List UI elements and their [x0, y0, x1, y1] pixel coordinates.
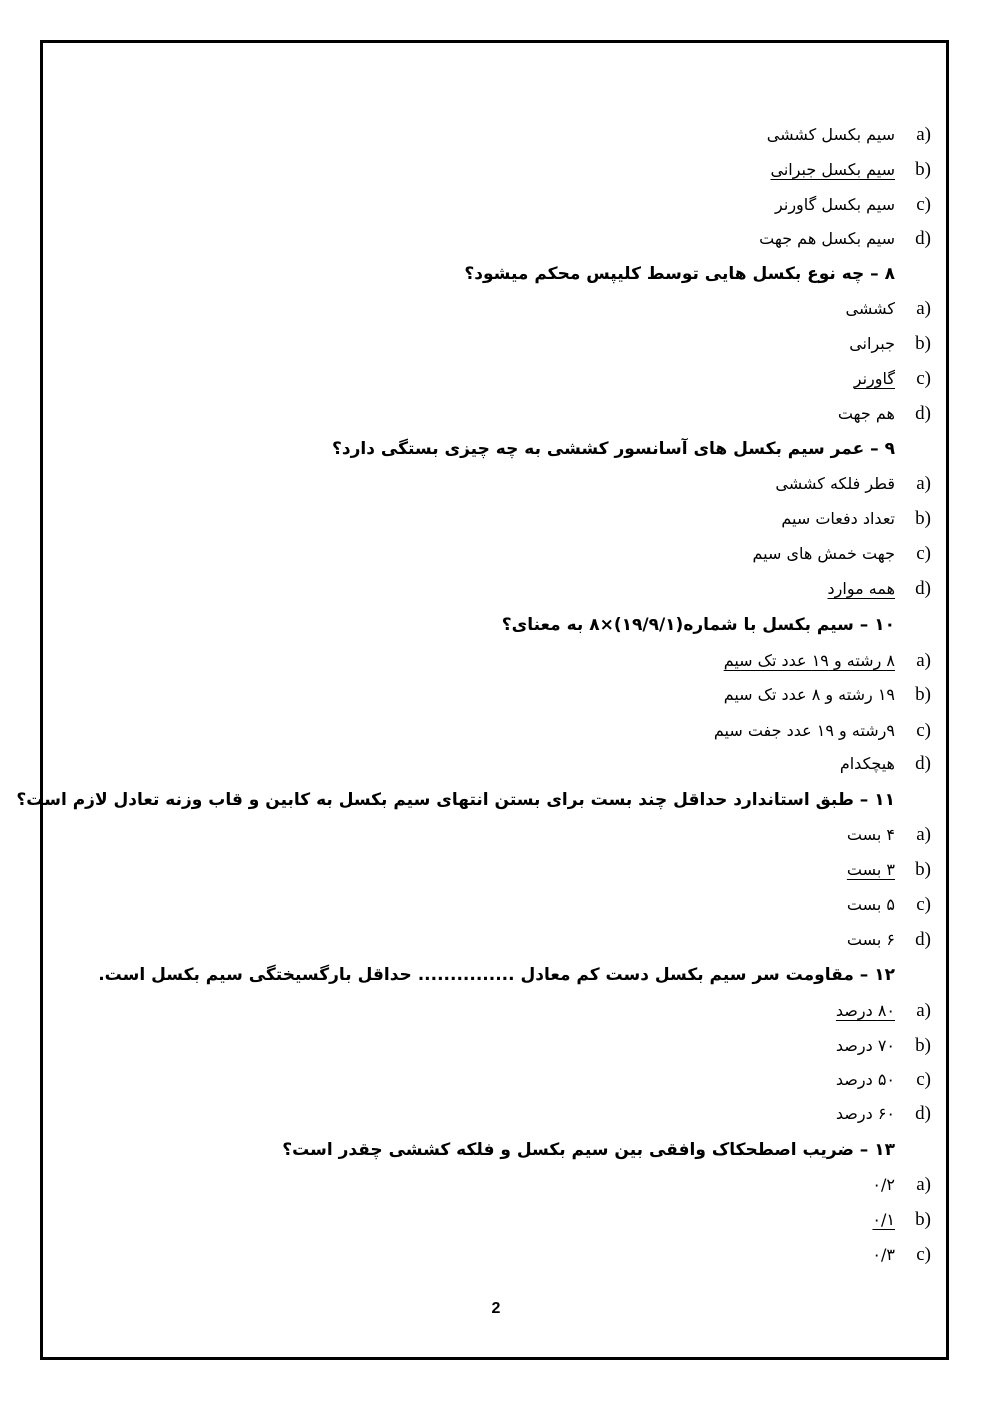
option-marker: b) — [915, 684, 931, 705]
option-marker: c) — [916, 1244, 931, 1265]
option-marker: c) — [916, 720, 931, 741]
option-text: ۰/۲ — [872, 1175, 895, 1194]
option-marker: a) — [916, 298, 931, 319]
option-marker: a) — [916, 124, 931, 145]
option-text: ۴ بست — [846, 825, 895, 844]
q13-option-a — [872, 1170, 931, 1200]
q8-option-c — [854, 364, 931, 394]
option-text: هیچکدام — [839, 754, 895, 773]
option-text: ۵۰ درصد — [835, 1070, 895, 1089]
q9-question — [332, 434, 931, 464]
option-marker: c) — [916, 1069, 931, 1090]
option-marker: b) — [915, 333, 931, 354]
option-text: سیم بکسل کششی — [766, 125, 895, 144]
option-marker: d) — [915, 228, 931, 249]
q7-option-d — [759, 224, 931, 254]
q9-option-c — [753, 539, 932, 569]
question-text: ۱۲ – مقاومت سر سیم بکسل دست کم معادل ............... حداقل بارگسیختگی سیم بکسل است. — [98, 965, 895, 985]
q9-option-a — [775, 469, 931, 499]
q11-question — [16, 785, 931, 815]
q9-option-d — [828, 574, 931, 604]
question-text: ۱۰ – سیم بکسل با شماره(۱۹/۹/۱)×۸ به معنای؟ — [501, 615, 895, 635]
q8-question — [464, 259, 931, 289]
option-text-answer: ۰/۱ — [872, 1210, 895, 1229]
option-marker: a) — [916, 1000, 931, 1021]
option-marker: c) — [916, 894, 931, 915]
option-text: ۰/۳ — [872, 1245, 895, 1264]
question-text: ۸ – چه نوع بکسل هایی توسط کلیپس محکم میشود؟ — [464, 264, 895, 284]
question-text: ۱۳ – ضریب اصطحکاک وافقی بین سیم بکسل و فلکه کششی چقدر است؟ — [282, 1140, 895, 1160]
option-marker: d) — [915, 1103, 931, 1124]
option-marker: a) — [916, 473, 931, 494]
option-text: ۹رشته و ۱۹ عدد جفت سیم — [713, 721, 895, 740]
q11-option-d — [847, 925, 931, 955]
option-marker: c) — [916, 368, 931, 389]
option-text-answer: ۸۰ درصد — [835, 1001, 895, 1020]
option-marker: b) — [915, 859, 931, 880]
q12-option-c — [836, 1065, 931, 1095]
q11-option-b — [847, 855, 931, 885]
q11-option-c — [847, 890, 931, 920]
option-marker: d) — [915, 753, 931, 774]
question-text: ۹ – عمر سیم بکسل های آسانسور کششی به چه چیزی بستگی دارد؟ — [332, 439, 895, 459]
q8-option-d — [838, 399, 931, 429]
option-marker: a) — [916, 1174, 931, 1195]
option-marker: a) — [916, 824, 931, 845]
option-text: ۱۹ رشته و ۸ عدد تک سیم — [723, 685, 895, 704]
option-marker: d) — [915, 578, 931, 599]
option-text: سیم بکسل گاورنر — [775, 195, 895, 214]
option-marker: d) — [915, 403, 931, 424]
q10-option-b — [724, 680, 931, 710]
option-text: تعداد دفعات سیم — [781, 509, 895, 528]
option-marker: c) — [916, 543, 931, 564]
q9-option-b — [781, 504, 931, 534]
q8-option-b — [849, 329, 931, 359]
q10-option-a — [724, 646, 931, 676]
option-text-answer: همه موارد — [827, 579, 895, 598]
q7-option-b — [770, 155, 931, 185]
option-text-answer: ۳ بست — [846, 860, 895, 879]
option-text-answer: گاورنر — [853, 369, 895, 388]
q12-option-a — [836, 996, 931, 1026]
q12-question — [98, 960, 931, 990]
option-marker: b) — [915, 159, 931, 180]
option-marker: b) — [915, 508, 931, 529]
option-text: ۷۰ درصد — [835, 1036, 895, 1055]
option-text: جهت خمش های سیم — [752, 544, 895, 563]
option-text: ۶ بست — [846, 930, 895, 949]
q13-question — [282, 1135, 931, 1165]
option-text: سیم بکسل هم جهت — [759, 229, 895, 248]
option-text: ۵ بست — [846, 895, 895, 914]
question-text: ۱۱ – طبق استاندارد حداقل چند بست برای بستن انتهای سیم بکسل به کابین و قاب وزنه تعادل لازم است؟ — [16, 790, 895, 810]
option-marker: b) — [915, 1035, 931, 1056]
q10-option-c — [714, 716, 931, 746]
page-number: 2 — [491, 1300, 501, 1317]
option-marker: c) — [916, 194, 931, 215]
q13-option-c — [872, 1240, 931, 1270]
option-text-answer: ۸ رشته و ۱۹ عدد تک سیم — [723, 651, 895, 670]
q7-option-a — [767, 120, 931, 150]
q10-question — [502, 610, 931, 640]
q12-option-b — [836, 1031, 931, 1061]
option-text: ۶۰ درصد — [835, 1104, 895, 1123]
option-marker: d) — [915, 929, 931, 950]
q7-option-c — [775, 190, 931, 220]
q12-option-d — [836, 1099, 931, 1129]
option-marker: a) — [916, 650, 931, 671]
option-text: هم جهت — [837, 404, 895, 423]
option-text: کششی — [845, 299, 895, 318]
option-text-answer: سیم بکسل جبرانی — [770, 160, 895, 179]
option-text: قطر فلکه کششی — [775, 474, 895, 493]
q11-option-a — [847, 820, 931, 850]
q10-option-d — [840, 749, 931, 779]
q8-option-a — [846, 294, 932, 324]
option-marker: b) — [915, 1209, 931, 1230]
option-text: جبرانی — [849, 334, 895, 353]
q13-option-b — [872, 1205, 931, 1235]
